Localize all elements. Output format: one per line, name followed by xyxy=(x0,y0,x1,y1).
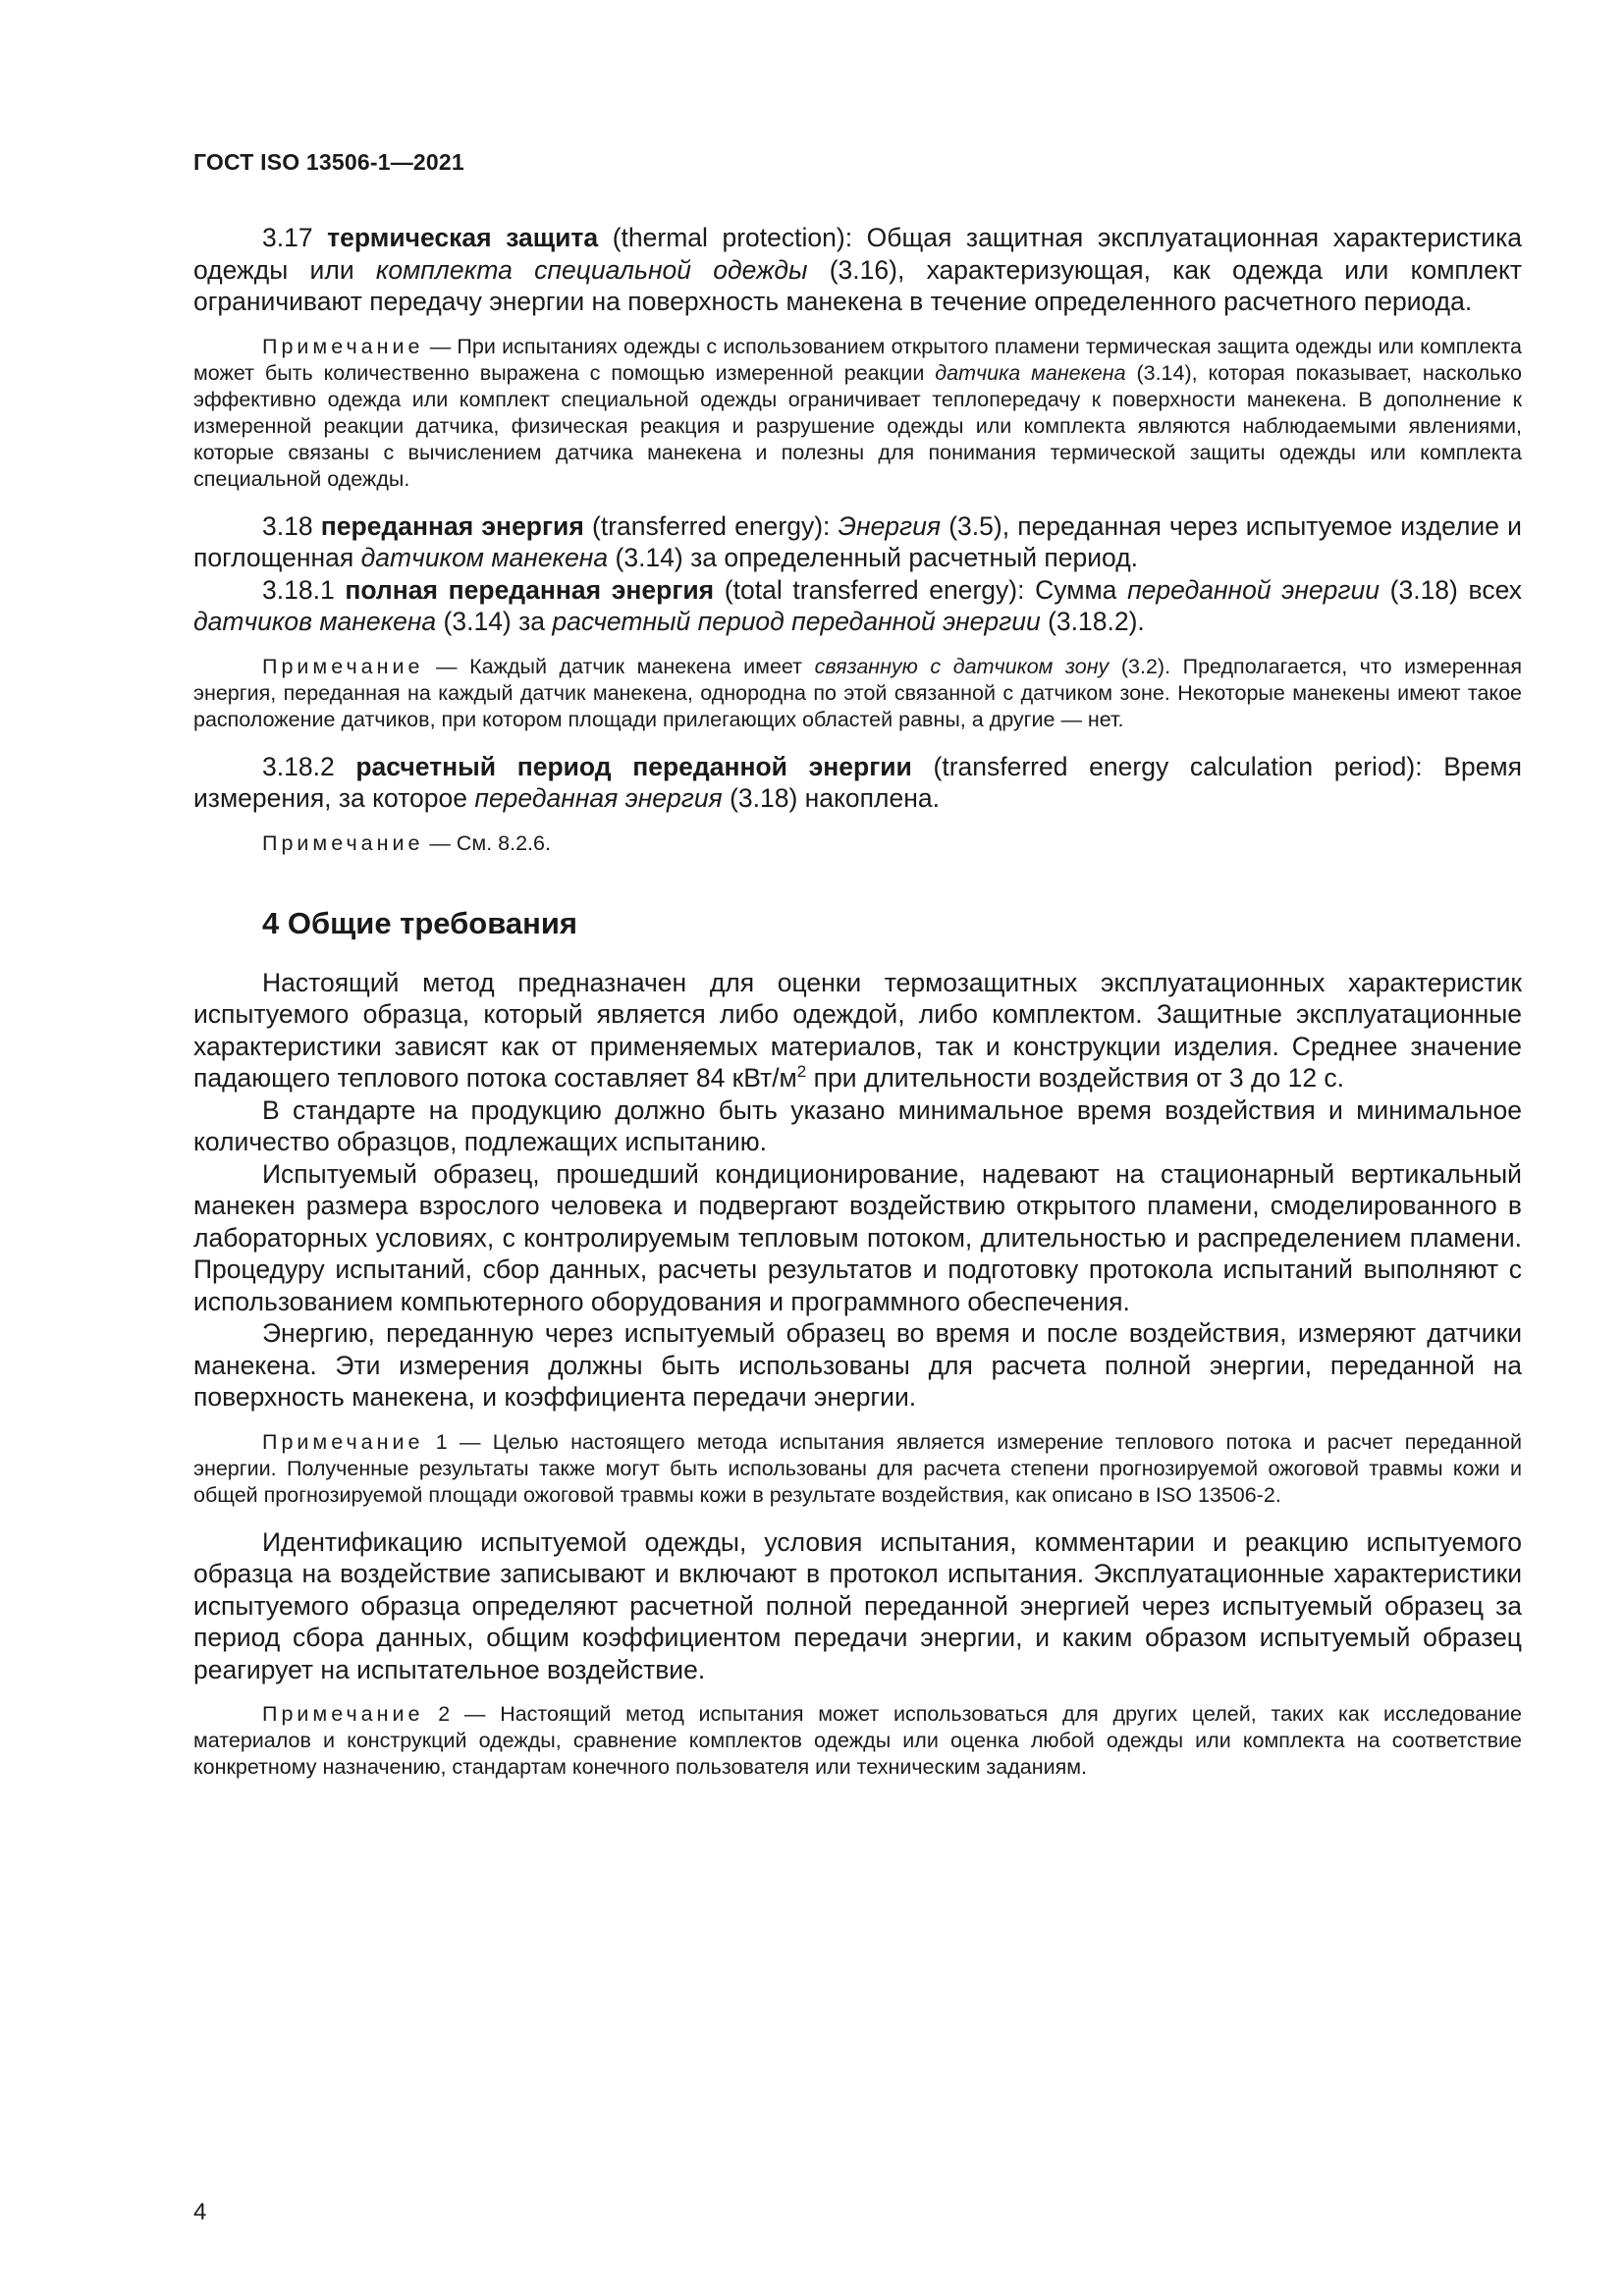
term: термическая защита xyxy=(327,223,599,252)
text: (3.14) за определенный расчетный период. xyxy=(608,543,1139,572)
text: (3.2). Предполагается, что измеренная энергия, переданная на каждый датчик манекена, однородна по этой связанной с датчиком зоне. Некоторые манекены имеют такое расположение датчиков, при котором площади прилегающих областей равны, а другие — нет. xyxy=(193,654,1522,731)
term-reference: расчетный период переданной энергии xyxy=(552,607,1041,636)
superscript: 2 xyxy=(796,1062,807,1081)
term: расчетный период переданной энергии xyxy=(355,751,912,781)
section-4-paragraph-4: Энергию, переданную через испытуемый образец во время и после воздействия, измеряют датчики манекена. Эти измерения должны быть использованы для расчета полной энергии, переданной на поверхность манекена, и коэффициента передачи энергии. xyxy=(193,1318,1522,1412)
page-number: 4 xyxy=(193,2199,207,2225)
definition-3-17 xyxy=(193,222,1522,318)
note-label: Примечание xyxy=(262,334,424,358)
page-content xyxy=(193,222,1522,1781)
text: (thermal protection): Общая защитная эксплуатационная характеристика одежды или xyxy=(193,223,1522,285)
text: (3.14) за xyxy=(436,607,553,636)
note-label: Примечание xyxy=(262,1429,424,1454)
section-4-note-1 xyxy=(193,1429,1522,1509)
section-4-paragraph-2: В стандарте на продукцию должно быть указано минимальное время воздействия и минимальное количество образцов, подлежащих испытанию. xyxy=(193,1095,1522,1156)
clause-number: 3.18 xyxy=(262,510,321,541)
text: (3.18) накоплена. xyxy=(722,783,940,813)
text: при длительности воздействия от 3 до 12 с. xyxy=(806,1063,1345,1093)
note-label: Примечание xyxy=(262,654,424,678)
note-3-17 xyxy=(193,334,1522,493)
text: — См. 8.2.6. xyxy=(423,830,551,855)
definition-3-18 xyxy=(193,510,1522,574)
text: (transferred energy calculation period): Время измерения, за которое xyxy=(193,751,1523,813)
section-4-note-2 xyxy=(193,1701,1522,1781)
text: — Каждый датчик манекена имеет xyxy=(423,654,815,678)
term: переданная энергия xyxy=(320,510,584,541)
note-label: Примечание xyxy=(262,1702,424,1726)
text: (3.18.2). xyxy=(1040,607,1145,636)
section-4-paragraph-1 xyxy=(193,967,1522,1095)
section-4-paragraph-5: Идентификацию испытуемой одежды, условия испытания, комментарии и реакцию испытуемого образца на воздействие записывают и включают в протокол испытания. Эксплуатационные характеристики испытуемого образца определяют расчетной полной переданной энергией через испытуемый образец за период сбора данных, общим коэффициентом передачи энергии, и каким образом испытуемый образец реагирует на испытательное воздействие. xyxy=(193,1526,1522,1684)
term-reference: Энергия xyxy=(838,510,942,541)
clause-number: 3.17 xyxy=(262,223,328,252)
term-reference: связанную с датчиком зону xyxy=(814,654,1110,678)
note-3-18-2 xyxy=(193,830,1522,857)
section-4-paragraph-3: Испытуемый образец, прошедший кондиционирование, надевают на стационарный вертикальный манекен размера взрослого человека и подвергают воздействию открытого пламени, смоделированного в лабораторных условиях, с контролируемым тепловым потоком, длительностью и распределением пламени. Процедуру испытаний, сбор данных, расчеты результатов и подготовку протокола испытаний выполняют с использованием компьютерного оборудования и программного обеспечения. xyxy=(193,1158,1522,1316)
clause-number: 3.18.1 xyxy=(262,574,346,605)
term: полная переданная энергия xyxy=(345,574,715,605)
text: (total transferred energy): Сумма xyxy=(714,574,1128,605)
text: (3.5), переданная через испытуемое изделие и поглощенная xyxy=(193,510,1522,572)
text: (3.18) всех xyxy=(1379,574,1522,605)
note-3-18 xyxy=(193,654,1522,733)
text: (3.14), которая показывает, насколько эффективно одежда или комплект специальной одежды ограничивает теплопередачу к поверхности манекена. В дополнение к измеренной реакции датчика, физическая реакция и разрушение одежды или комплекта являются наблюдаемыми явлениями, которые связаны с вычислением датчика манекена и полезны для понимания термической защиты одежды или комплекта специальной одежды. xyxy=(193,360,1522,491)
page-header: ГОСТ ISO 13506-1—2021 xyxy=(193,149,464,175)
definition-3-18-1 xyxy=(193,574,1522,638)
term-reference: переданная энергия xyxy=(474,783,723,813)
clause-number: 3.18.2 xyxy=(262,751,356,781)
text: 1 — Целью настоящего метода испытания является измерение теплового потока и расчет переданной энергии. Полученные результаты также могут быть использованы для расчета степени прогнозируемой ожоговой травмы кожи и общей прогнозируемой площади ожоговой травмы кожи в результате воздействия, как описано в ISO 13506-2. xyxy=(193,1429,1522,1507)
section-4-heading: 4 Общие требования xyxy=(262,905,577,940)
definition-3-18-2 xyxy=(193,751,1522,815)
term-reference: датчиков манекена xyxy=(193,607,437,636)
text: (transferred energy): xyxy=(583,510,839,541)
text: — При испытаниях одежды с использованием открытого пламени термическая защита одежды или комплекта может быть количественно выражена с помощью измеренной реакции xyxy=(193,334,1522,385)
note-label: Примечание xyxy=(262,830,424,855)
term-reference: переданной энергии xyxy=(1127,574,1380,605)
term-reference: датчиком манекена xyxy=(360,543,609,572)
term-reference: комплекта специальной одежды xyxy=(375,254,808,285)
term-reference: датчика манекена xyxy=(935,360,1126,385)
text: Настоящий метод предназначен для оценки термозащитных эксплуатационных характеристик испытуемого образца, который является либо одеждой, либо комплектом. Защитные эксплуатационные характеристики зависят как от применяемых материалов, так и конструкции изделия. Среднее значение падающего теплового потока составляет 84 кВт/м xyxy=(193,967,1522,1093)
text: 2 — Настоящий метод испытания может использоваться для других целей, таких как исследование материалов и конструкций одежды, сравнение комплектов одежды или оценка любой одежды или комплекта на соответствие конкретному назначению, стандартам конечного пользователя или техническим заданиям. xyxy=(193,1702,1522,1779)
text: (3.16), характеризующая, как одежда или комплект ограничивают передачу энергии на поверхность манекена в течение определенного расчетного периода. xyxy=(193,254,1523,316)
